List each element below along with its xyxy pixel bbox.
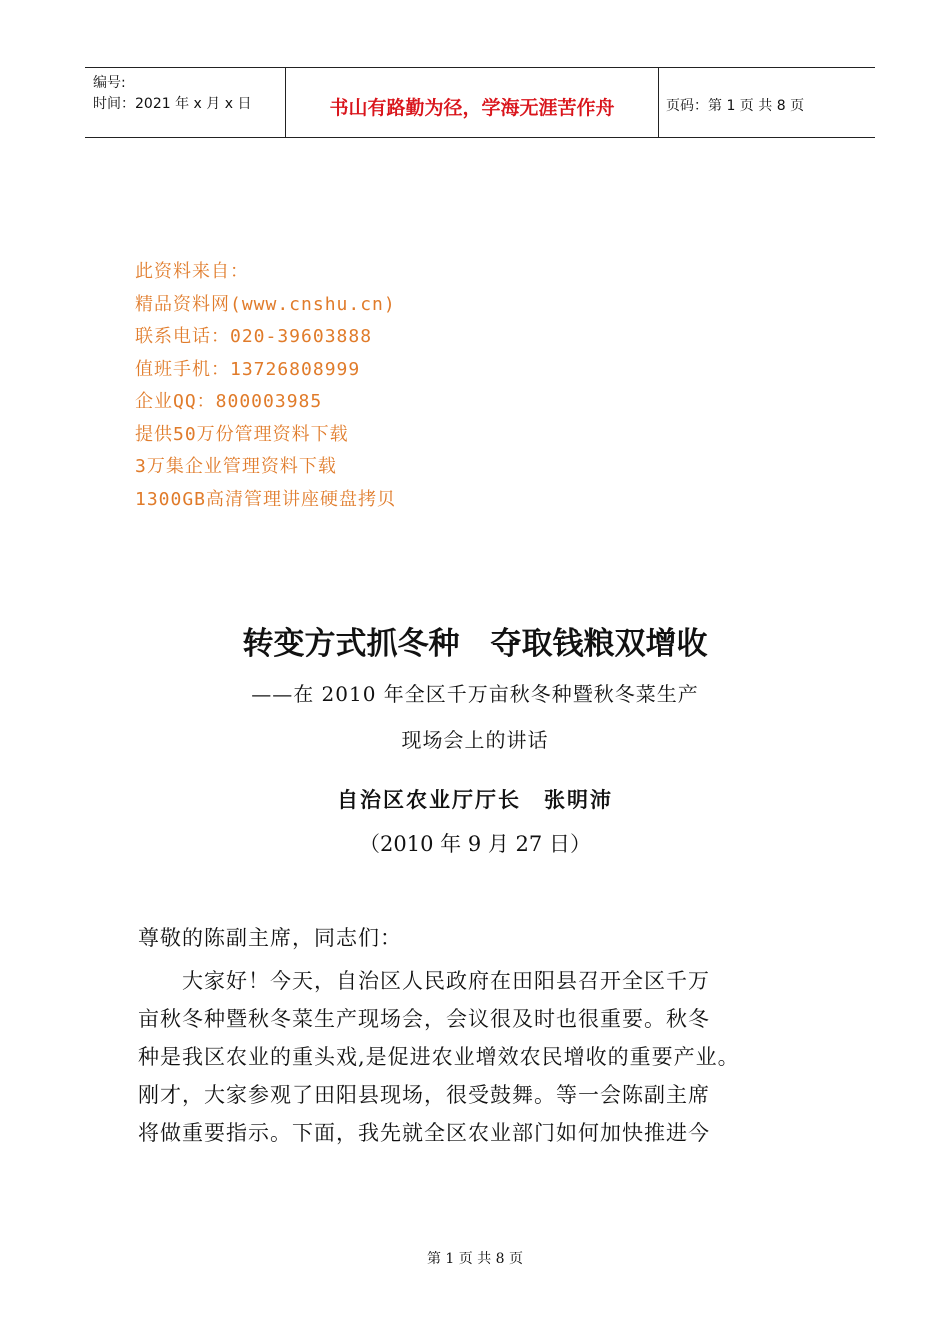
ad-block (135, 256, 396, 516)
ad-line: 此资料来自： (135, 261, 249, 282)
page-footer: 第 1 页 共 8 页 (426, 1251, 524, 1267)
time-label: 时间：2021 年 x 月 x 日 (93, 96, 252, 112)
ad-line: 企业QQ：800003985 (135, 391, 323, 412)
ad-line: 值班手机：13726808999 (135, 358, 361, 380)
paragraph-line: 大家好！今天，自治区人民政府在田阳县召开全区千万 (138, 969, 710, 993)
motto-text: 书山有路勤为径，学海无涯苦作舟 (329, 97, 615, 119)
ad-line: 提供50万份管理资料下载 (135, 423, 349, 445)
ad-line: 精品资料网(www.cnshu.cn) (135, 293, 396, 315)
document-author: 自治区农业厅厅长 张明沛 (337, 787, 613, 812)
paragraph-line: 种是我区农业的重头戏,是促进农业增效农民增收的重要产业。 (138, 1045, 740, 1069)
page-header (85, 67, 875, 138)
document-subtitle-line1: ——在 2010 年全区千万亩秋冬种暨秋冬菜生产 (251, 682, 699, 706)
number-label: 编号: (93, 75, 126, 91)
document-date: （2010 年 9 月 27 日） (359, 832, 591, 856)
header-page-label: 页码：第 1 页 共 8 页 (666, 98, 805, 114)
paragraph-line: 将做重要指示。下面，我先就全区农业部门如何加快推进今 (138, 1121, 710, 1145)
document-subtitle-line2: 现场会上的讲话 (401, 728, 549, 752)
document-title: 转变方式抓冬种 夺取钱粮双增收 (242, 626, 708, 662)
greeting: 尊敬的陈副主席，同志们： (138, 926, 402, 950)
ad-line: 1300GB高清管理讲座硬盘拷贝 (135, 488, 397, 510)
paragraph-line: 亩秋冬种暨秋冬菜生产现场会，会议很及时也很重要。秋冬 (138, 1007, 710, 1031)
paragraph-line: 刚才，大家参观了田阳县现场，很受鼓舞。等一会陈副主席 (138, 1083, 710, 1107)
header-motto-cell (285, 68, 659, 137)
header-left-cell (85, 68, 285, 137)
ad-line: 3万集企业管理资料下载 (135, 456, 337, 477)
header-page-cell (658, 68, 875, 137)
body-paragraph (138, 962, 838, 1152)
ad-line: 联系电话：020-39603888 (135, 326, 373, 347)
